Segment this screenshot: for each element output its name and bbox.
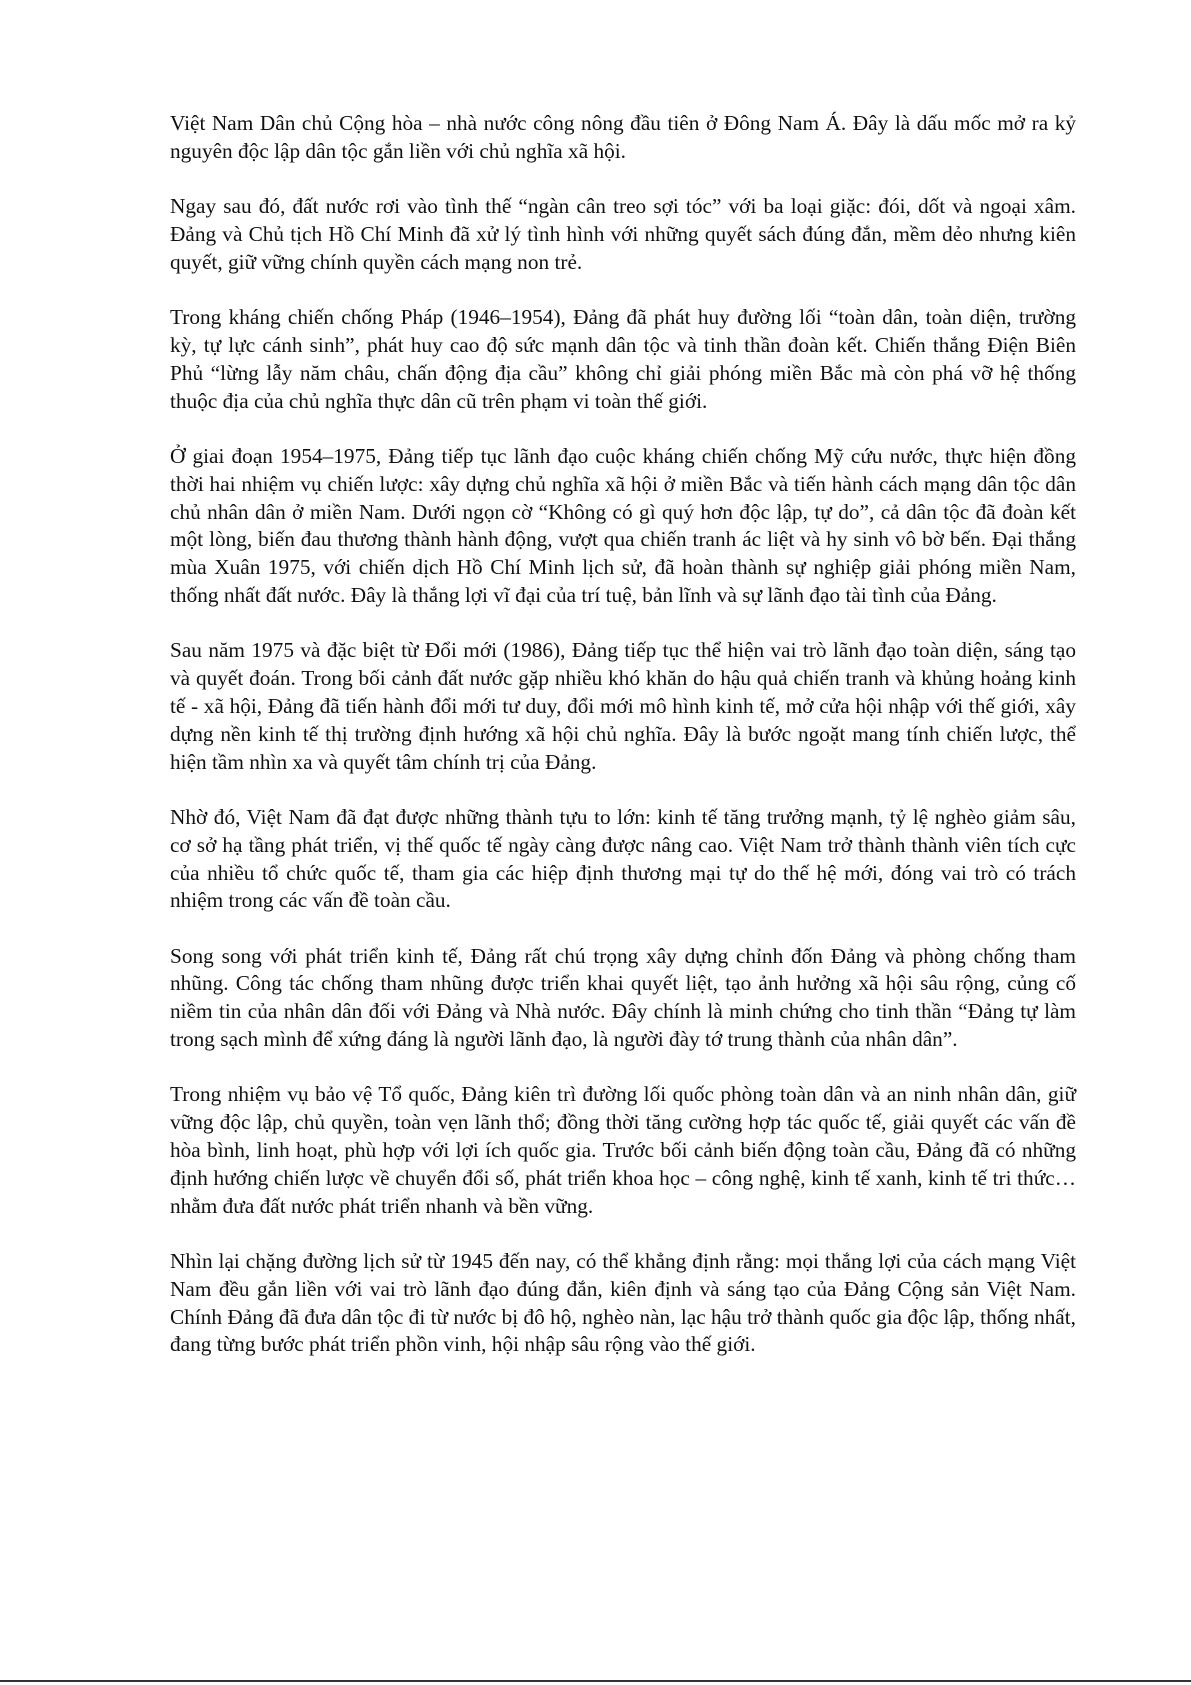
document-page bbox=[170, 110, 1076, 1387]
paragraph-resistance-america: Ở giai đoạn 1954–1975, Đảng tiếp tục lãnh đạo cuộc kháng chiến chống Mỹ cứu nước, thực hiện đồng thời hai nhiệm vụ chiến lược: xây dựng chủ nghĩa xã hội ở miền Bắc và tiến hành cách mạng dân tộc dân chủ nhân dân ở miền Nam. Dưới ngọn cờ “Không có gì quý hơn độc lập, tự do”, cả dân tộc đã đoàn kết một lòng, biến đau thương thành hành động, vượt qua chiến tranh ác liệt và hy sinh vô bờ bến. Đại thắng mùa Xuân 1975, với chiến dịch Hồ Chí Minh lịch sử, đã hoàn thành sự nghiệp giải phóng miền Nam, thống nhất đất nước. Đây là thắng lợi vĩ đại của trí tuệ, bản lĩnh và sự lãnh đạo tài tình của Đảng. bbox=[170, 443, 1076, 607]
paragraph-conclusion: Nhìn lại chặng đường lịch sử từ 1945 đến nay, có thể khẳng định rằng: mọi thắng lợi của cách mạng Việt Nam đều gắn liền với vai trò lãnh đạo đúng đắn, kiên định và sáng tạo của Đảng Cộng sản Việt Nam. Chính Đảng đã đưa dân tộc đi từ nước bị đô hộ, nghèo nàn, lạc hậu trở thành quốc gia độc lập, thống nhất, đang từng bước phát triển phồn vinh, hội nhập sâu rộng vào thế giới. bbox=[170, 1249, 1076, 1357]
paragraph-early-challenges: Ngay sau đó, đất nước rơi vào tình thế “ngàn cân treo sợi tóc” với ba loại giặc: đói, dốt và ngoại xâm. Đảng và Chủ tịch Hồ Chí Minh đã xử lý tình hình với những quyết sách đúng đắn, mềm dẻo nhưng kiên quyết, giữ vững chính quyền cách mạng non trẻ. bbox=[170, 194, 1076, 274]
paragraph-party-building: Song song với phát triển kinh tế, Đảng rất chú trọng xây dựng chỉnh đốn Đảng và phòng chống tham nhũng. Công tác chống tham nhũng được triển khai quyết liệt, tạo ảnh hưởng xã hội sâu rộng, củng cố niềm tin của nhân dân đối với Đảng và Nhà nước. Đây chính là minh chứng cho tinh thần “Đảng tự làm trong sạch mình để xứng đáng là người lãnh đạo, là người đày tớ trung thành của nhân dân”. bbox=[170, 943, 1076, 1052]
paragraph-doi-moi: Sau năm 1975 và đặc biệt từ Đổi mới (1986), Đảng tiếp tục thể hiện vai trò lãnh đạo toàn diện, sáng tạo và quyết đoán. Trong bối cảnh đất nước gặp nhiều khó khăn do hậu quả chiến tranh và khủng hoảng kinh tế - xã hội, Đảng đã tiến hành đổi mới tư duy, đổi mới mô hình kinh tế, mở cửa hội nhập với thế giới, xây dựng nền kinh tế thị trường định hướng xã hội chủ nghĩa. Đây là bước ngoặt mang tính chiến lược, thể hiện tầm nhìn xa và quyết tâm chính trị của Đảng. bbox=[170, 638, 1076, 774]
paragraph-resistance-france: Trong kháng chiến chống Pháp (1946–1954), Đảng đã phát huy đường lối “toàn dân, toàn diện, trường kỳ, tự lực cánh sinh”, phát huy cao độ sức mạnh dân tộc và tinh thần đoàn kết. Chiến thắng Điện Biên Phủ “lừng lẫy năm châu, chấn động địa cầu” không chỉ giải phóng miền Bắc mà còn phá vỡ hệ thống thuộc địa của chủ nghĩa thực dân cũ trên phạm vi toàn thế giới. bbox=[170, 305, 1076, 413]
paragraph-founding-state: Việt Nam Dân chủ Cộng hòa – nhà nước công nông đầu tiên ở Đông Nam Á. Đây là dấu mốc mở ra kỷ nguyên độc lập dân tộc gắn liền với chủ nghĩa xã hội. bbox=[170, 111, 1076, 163]
page-bottom-divider bbox=[0, 1680, 1191, 1682]
paragraph-national-defense: Trong nhiệm vụ bảo vệ Tổ quốc, Đảng kiên trì đường lối quốc phòng toàn dân và an ninh nhân dân, giữ vững độc lập, chủ quyền, toàn vẹn lãnh thổ; đồng thời tăng cường hợp tác quốc tế, giải quyết các vấn đề hòa bình, linh hoạt, phù hợp với lợi ích quốc gia. Trước bối cảnh biến động toàn cầu, Đảng đã có những định hướng chiến lược về chuyển đổi số, phát triển khoa học – công nghệ, kinh tế xanh, kinh tế tri thức… nhằm đưa đất nước phát triển nhanh và bền vững. bbox=[170, 1082, 1076, 1218]
paragraph-achievements: Nhờ đó, Việt Nam đã đạt được những thành tựu to lớn: kinh tế tăng trưởng mạnh, tỷ lệ nghèo giảm sâu, cơ sở hạ tầng phát triển, vị thế quốc tế ngày càng được nâng cao. Việt Nam trở thành thành viên tích cực của nhiều tổ chức quốc tế, tham gia các hiệp định thương mại tự do thế hệ mới, đóng vai trò có trách nhiệm trong các vấn đề toàn cầu. bbox=[170, 804, 1076, 913]
